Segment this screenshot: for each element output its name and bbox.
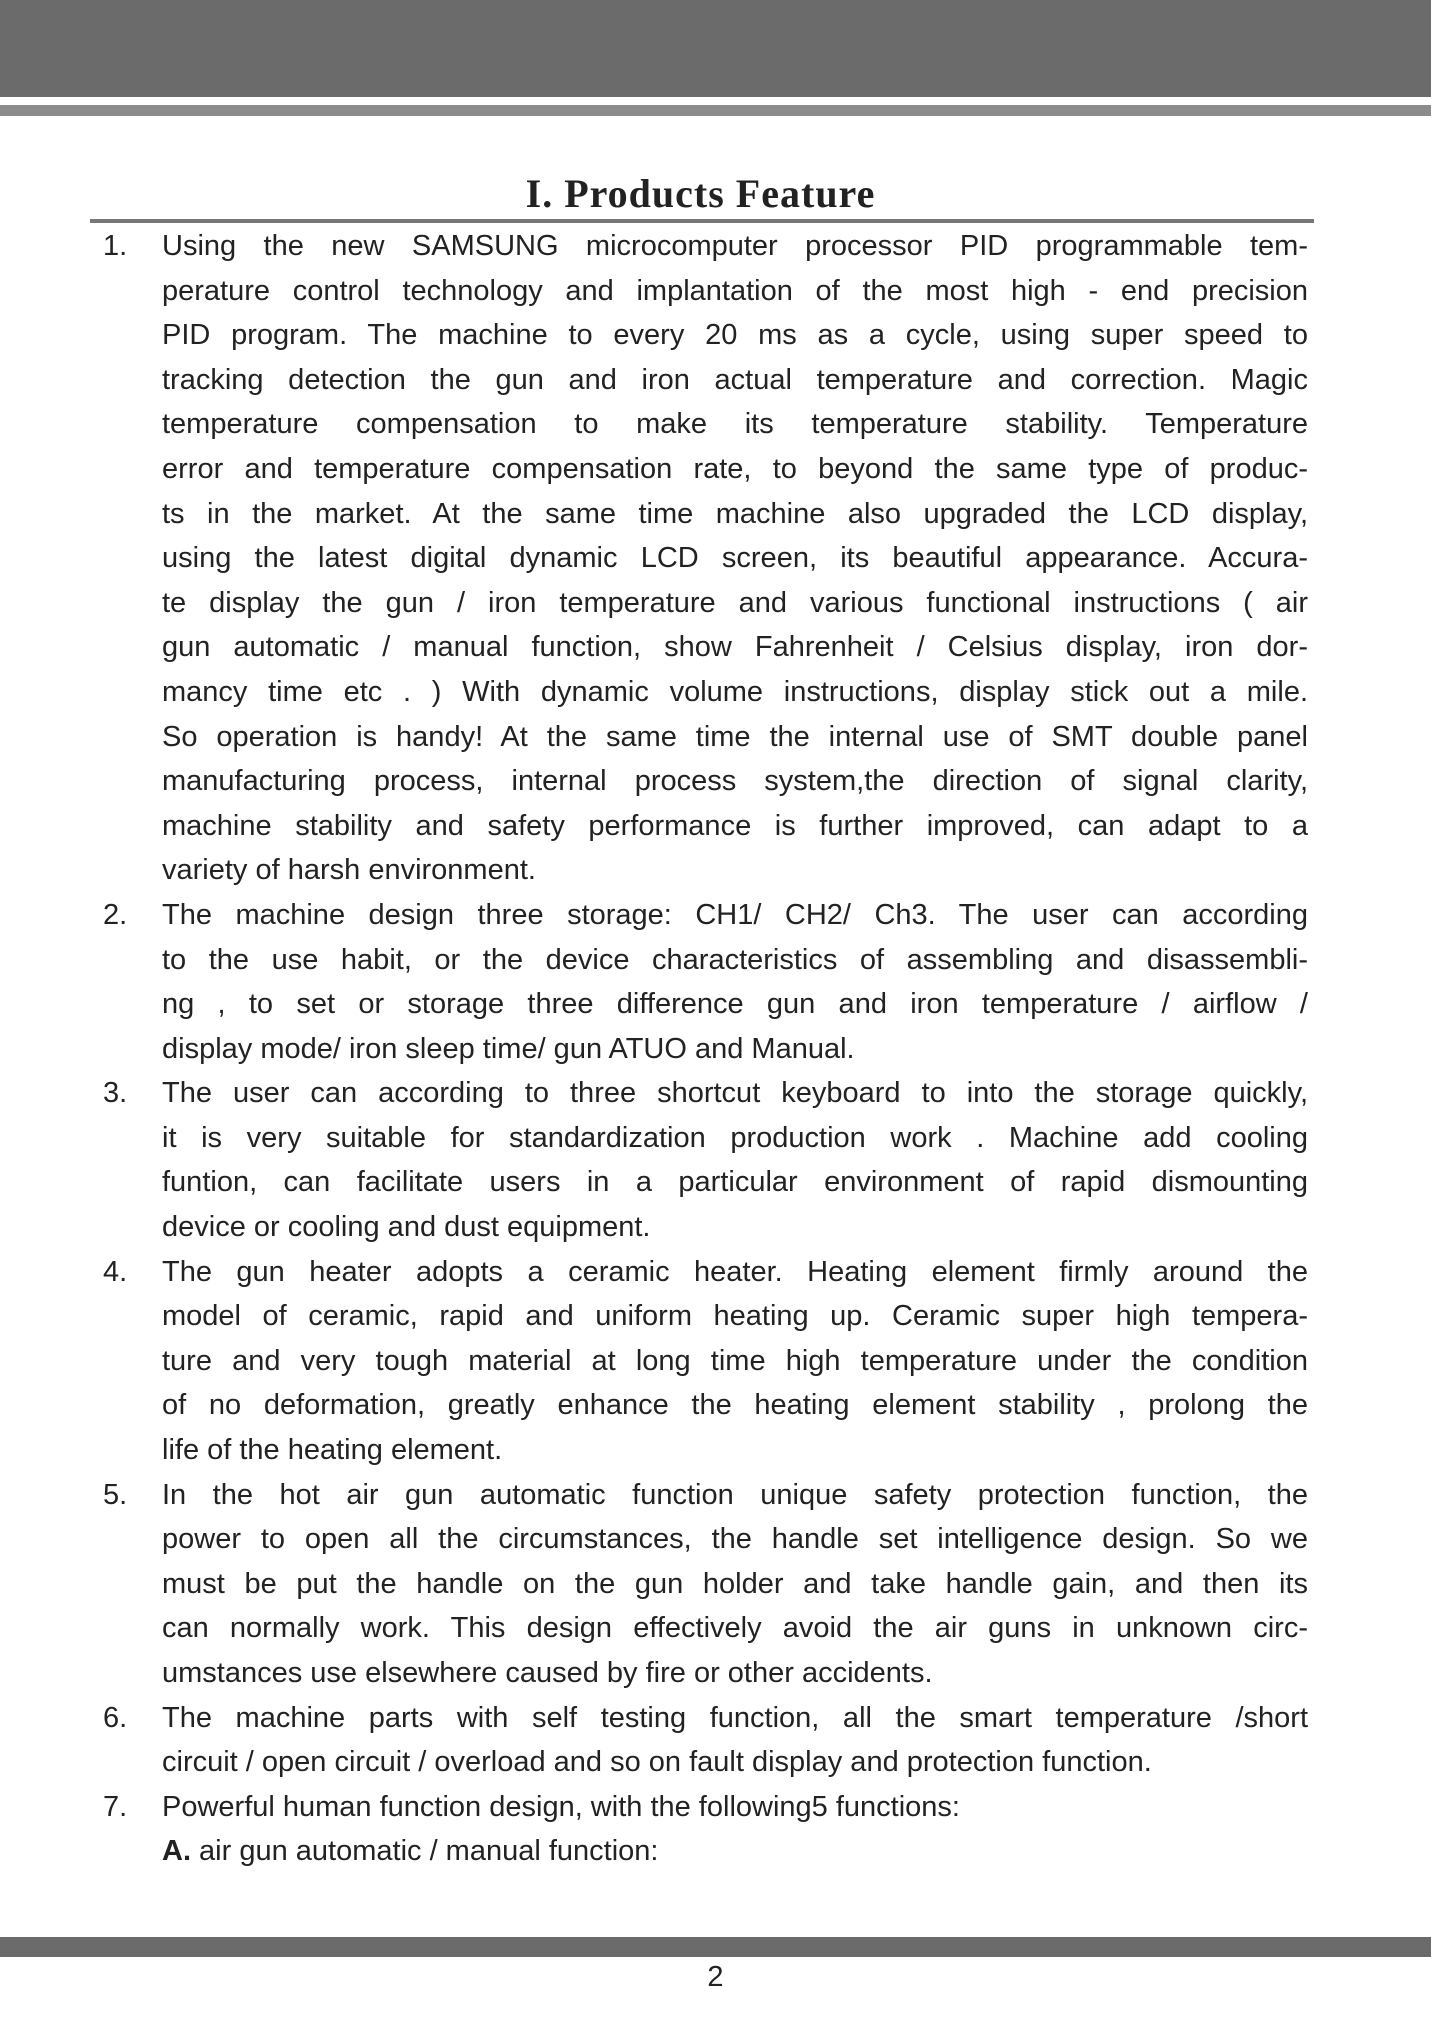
item-line: power to open all the circumstances, the handle set intelligence design. So we: [162, 1523, 1308, 1556]
header-stripe: [0, 105, 1431, 116]
item-number: 3.: [103, 1077, 128, 1110]
item-line: manufacturing process, internal process system,the direction of signal clarity,: [162, 765, 1308, 798]
feature-list: [0, 224, 1431, 1874]
sub-item-text: air gun automatic / manual function:: [191, 1835, 659, 1868]
item-line: to the use habit, or the device characteristics of assembling and disassembli-: [162, 943, 1308, 976]
item-number: 1.: [103, 230, 128, 262]
item-line: ture and very tough material at long time high temperature under the condition: [162, 1344, 1308, 1377]
item-line: using the latest digital dynamic LCD screen, its beautiful appearance. Accura-: [162, 542, 1308, 575]
feature-item-3: [0, 1071, 1431, 1249]
item-line: circuit / open circuit / overload and so on fault display and protection function.: [162, 1746, 1152, 1779]
item-line: life of the heating element.: [162, 1434, 503, 1467]
item-line: funtion, can facilitate users in a particular environment of rapid dismounting: [162, 1166, 1308, 1199]
item-line: tracking detection the gun and iron actual temperature and correction. Magic: [162, 363, 1308, 396]
item-line: umstances use elsewhere caused by fire or other accidents.: [162, 1657, 933, 1689]
item-line: perature control technology and implantation of the most high - end precision: [162, 274, 1308, 307]
footer-bar: [0, 1937, 1431, 1957]
item-line: Using the new SAMSUNG microcomputer processor PID programmable tem-: [162, 230, 1308, 262]
feature-item-6: [0, 1696, 1431, 1785]
item-line: So operation is handy! At the same time the internal use of SMT double panel: [162, 720, 1308, 753]
item-line: device or cooling and dust equipment.: [162, 1211, 651, 1244]
feature-item-7: [0, 1785, 1431, 1874]
title-underline: [90, 219, 1314, 223]
item-line: variety of harsh environment.: [162, 854, 536, 887]
item-line: machine stability and safety performance is further improved, can adapt to a: [162, 809, 1308, 842]
item-number: 7.: [103, 1790, 128, 1823]
feature-item-5: [0, 1473, 1431, 1696]
item-number: 5.: [103, 1478, 128, 1511]
item-line: In the hot air gun automatic function unique safety protection function, the: [162, 1478, 1308, 1511]
item-number: 6.: [103, 1701, 128, 1734]
item-number: 4.: [103, 1255, 128, 1288]
item-line: te display the gun / iron temperature and various functional instructions ( air: [162, 586, 1308, 619]
item-line: of no deformation, greatly enhance the heating element stability , prolong the: [162, 1389, 1308, 1422]
item-line: PID program. The machine to every 20 ms as a cycle, using super speed to: [162, 319, 1308, 352]
item-line: Powerful human function design, with the following5 functions:: [162, 1790, 960, 1823]
page-title: I. Products Feature: [525, 171, 876, 216]
item-line: model of ceramic, rapid and uniform heating up. Ceramic super high tempera-: [162, 1300, 1308, 1333]
item-line: must be put the handle on the gun holder and take handle gain, and then its: [162, 1567, 1308, 1600]
item-number: 2.: [103, 898, 128, 931]
item-line: mancy time etc . ) With dynamic volume instructions, display stick out a mile.: [162, 675, 1308, 708]
feature-item-1: [0, 224, 1431, 893]
item-line: The machine parts with self testing function, all the smart temperature /short: [162, 1701, 1308, 1734]
item-line: ng , to set or storage three difference gun and iron temperature / airflow /: [162, 988, 1308, 1021]
page-number: 2: [707, 1961, 724, 1993]
header-bar: [0, 0, 1431, 97]
item-line: temperature compensation to make its temperature stability. Temperature: [162, 408, 1308, 441]
item-line: error and temperature compensation rate, to beyond the same type of produc-: [162, 452, 1308, 485]
item-line: The gun heater adopts a ceramic heater. Heating element firmly around the: [162, 1255, 1308, 1288]
item-line: The user can according to three shortcut keyboard to into the storage quickly,: [162, 1077, 1308, 1110]
item-line: ts in the market. At the same time machine also upgraded the LCD display,: [162, 497, 1308, 530]
item-line: The machine design three storage: CH1/ CH2/ Ch3. The user can according: [162, 898, 1308, 931]
item-line: can normally work. This design effectively avoid the air guns in unknown circ-: [162, 1612, 1308, 1645]
sub-item-a: [162, 1829, 1308, 1874]
item-line: it is very suitable for standardization production work . Machine add cooling: [162, 1121, 1308, 1154]
sub-item-label: A.: [162, 1835, 191, 1868]
item-line: display mode/ iron sleep time/ gun ATUO and Manual.: [162, 1032, 855, 1065]
feature-item-2: [0, 893, 1431, 1071]
item-line: gun automatic / manual function, show Fahrenheit / Celsius display, iron dor-: [162, 631, 1308, 664]
feature-item-4: [0, 1250, 1431, 1473]
